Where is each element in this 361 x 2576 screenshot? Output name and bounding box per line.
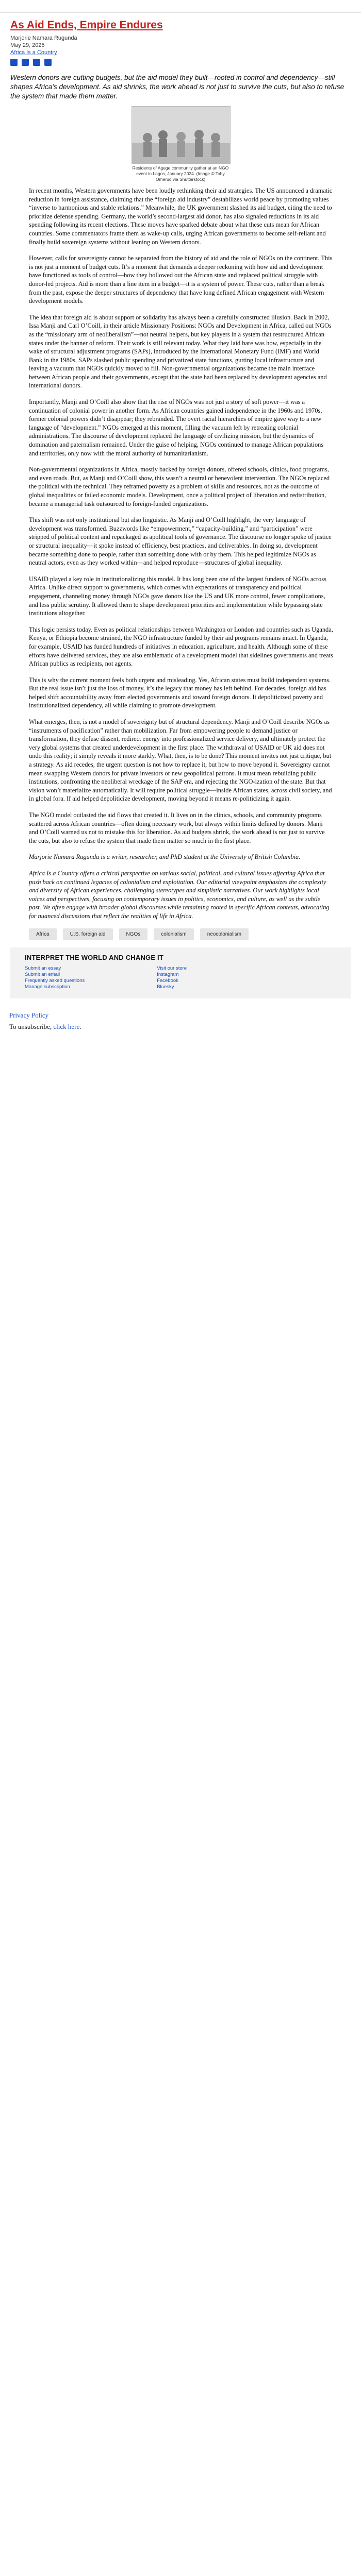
facebook-link[interactable]: Facebook: [157, 977, 178, 984]
author-bio: Marjorie Namara Rugunda is a writer, researcher, and PhD student at the University of British Columbia.: [29, 853, 301, 861]
unsubscribe-text: To unsubscribe,: [9, 1022, 54, 1030]
article-dek: Western donors are cutting budgets, but the aid model they built—rooted in control and dependency—still shapes Africa’s development. As aid shrinks, the work ahead is not just to survive the cuts, but also to refuse the system that made them matter.: [10, 74, 344, 100]
privacy-policy-link[interactable]: Privacy Policy: [9, 1011, 49, 1019]
tag-colonialism[interactable]: colonialism: [154, 928, 193, 940]
article-title[interactable]: As Aid Ends, Empire Endures: [10, 19, 163, 31]
tag-neocolonialism[interactable]: neocolonialism: [200, 928, 249, 940]
share-buttons: [10, 59, 351, 66]
unsubscribe-link[interactable]: click here: [53, 1022, 80, 1030]
series-link[interactable]: Africa Is a Country: [10, 49, 57, 56]
bottom-links: [0, 998, 361, 1032]
paragraph: Importantly, Manji and O’Coill also show that the rise of NGOs was not just a story of soft power—it was a continuation of colonial power in another form. As African countries gained independence in the 1960s and 1970s, former colonial powers didn’t disappear; they rebranded. The overt racial hierarchies of empire gave way to a new language of “development.” NGOs emerged at this moment, filling the vacuum left by retreating colonial administrations. The discourse of development replaced the language of civilizing mission, but the dynamics of domination and paternalism remained. Under the guise of helping, NGOs continued to manage African populations and territories, only now with the moral authority of humanitarianism.: [29, 398, 324, 457]
author: Marjorie Namara Rugunda: [10, 35, 77, 41]
tag-africa[interactable]: Africa: [29, 928, 57, 940]
submit-email-link[interactable]: Submit an email: [25, 971, 60, 977]
facebook-icon[interactable]: [10, 59, 18, 66]
email-icon[interactable]: [33, 59, 40, 66]
about-publication: Africa Is a Country offers a critical perspective on various social, political, and cultural issues affecting Africa that push back on continued legacies of colonialism and exploitation. Our editorial viewpoint emphasizes the complexity and diversity of African experiences, challenging stereotypes and simplistic narratives. Our work highlights local voices and perspectives, focusing on contemporary issues in politics, economics, and culture, as well as the subtle past. We often engage with broader global discourses while remaining rooted in specific African contexts, advocating for nuanced discussions that reflect the realities of life in Africa.: [29, 869, 330, 920]
footer-links: [25, 965, 336, 990]
submit-essay-link[interactable]: Submit an essay: [25, 965, 61, 971]
link-icon[interactable]: [44, 59, 52, 66]
paragraph: The NGO model outlasted the aid flows that created it. It lives on in the clinics, schools, and community programs scattered across African countries—often doing necessary work, but always within limits defined by donors. Manji and O’Coill warned us not to mistake this for liberation. As aid budgets shrink, the work ahead is not just to survive the cuts, but also to refuse the system that made them matter so much in the first place.: [29, 811, 325, 844]
tag-ngos[interactable]: NGOs: [119, 928, 148, 940]
bluesky-link[interactable]: Bluesky: [157, 984, 174, 990]
date: May 29, 2025: [10, 42, 45, 48]
tag-list: [29, 928, 318, 940]
paragraph: However, calls for sovereignty cannot be separated from the history of aid and the role of NGOs on the continent. This is not just a moment of budget cuts. It’s a moment that demands a deeper reckoning with how aid and development have functioned as tools of control—how they hollowed out the African state and replaced political struggle with donor-led projects. Aid is more than a line item in a budget—it is a system of power. These cuts, rather than a break from the past, expose the deeper structures of dependency that have long defined African engagement with Western development models.: [29, 255, 333, 305]
instagram-link[interactable]: Instagram: [157, 971, 179, 977]
store-link[interactable]: Visit our store: [157, 965, 187, 971]
paragraph: Non-governmental organizations in Africa, mostly backed by foreign donors, offered schools, clinics, food programs, and even roads. But, as Manji and O’Coill show, this wasn’t a neutral or benevolent intervention. The NGOs replaced the political with the technical. They reframed poverty as a problem of skills and resources, not as the outcome of global inequalities or failed economic models. Development, once a political project of liberation and redistribution, became a managerial task outsourced to foreign-funded organizations.: [29, 466, 330, 507]
image-caption: Residents of Agege community gather at an NGO event in Lagos, January 2024. (Image © Toby Omeruo via Shutterstock): [132, 165, 229, 182]
paragraph: What emerges, then, is not a model of sovereignty but of structural dependency. Manji and O’Coill describe NGOs as “instruments of pacification” rather than mobilization. Far from empowering people to demand justice or transformation, they defuse dissent, redirect energy into professionalized service delivery, and ultimately protect the very global systems that created underdevelopment in the first place. The withdrawal of USAID or UK aid does not undo this reality; it simply reveals it more starkly. What, then, is to be done? This moment invites not just critique, but a strategy. As aid recedes, the urgent question is not how to replace it, but how to move beyond it. Sovereignty cannot mean swapping Western donors for private investors or new geopolitical patrons. It must mean rebuilding public institutions, confronting the neoliberal wreckage of the SAP era, and rejecting the NGO-ization of the state. But that vision won’t materialize automatically. It will require political struggle—inside African states, across civil society, and in global fora. If aid helped depoliticize development, moving beyond it means re-politicizing it again.: [29, 718, 332, 803]
footer-left-column: [25, 965, 85, 990]
footer-right-column: [157, 965, 187, 990]
paragraph: This is why the current moment feels both urgent and misleading. Yes, African states must build independent systems. But the real issue isn’t just the loss of money, it’s the legacy that money has left behind. For decades, foreign aid has helped shift accountability away from elected governments and toward foreign donors. It depoliticized poverty and institutionalized dependency, all while claiming to promote development.: [29, 676, 331, 709]
article-image: [132, 106, 231, 164]
manage-subscription-link[interactable]: Manage subscription: [25, 984, 70, 990]
paragraph: This shift was not only institutional but also linguistic. As Manji and O’Coill highlight, the very language of development was transformed. Buzzwords like “empowerment,” “capacity-building,” and “participation” were stripped of political content and repackaged as apolitical tools of governance. The discourse no longer spoke of justice or structural inequality—it spoke instead of efficiency, best practices, and deliverables. In doing so, development became something done to people, rather than something done with or by them. This helped legitimize NGOs as neutral actors, even as they worked within—and helped reproduce—structures of global inequality.: [29, 516, 332, 567]
article-header: [0, 13, 361, 66]
top-bar: [0, 0, 361, 12]
unsubscribe-suffix: .: [79, 1022, 81, 1030]
paragraph: USAID played a key role in institutionalizing this model. It has long been one of the largest funders of NGOs across Africa. Unlike direct support to governments, which comes with expectations of transparency and political engagement, channeling money through NGOs gave donors like the US and UK more control, fewer complications, and less public scrutiny. It allowed them to shape development priorities and implementation while bypassing state institutions altogether.: [29, 575, 326, 617]
article-body: [0, 187, 361, 921]
unsubscribe-line: [9, 1021, 352, 1032]
paragraph: This logic persists today. Even as political relationships between Washington or London and countries such as Uganda, Kenya, or Ethiopia become strained, the NGO infrastructure funded by their aid programs remains intact. In Uganda, for example, USAID has funded hundreds of initiatives in education, agriculture, and health. Although some of these efforts have delivered services, they are also emblematic of a development model that sidelines governments and treats African publics as recipients, not agents.: [29, 625, 333, 668]
tag-us-foreign-aid[interactable]: U.S. foreign aid: [63, 928, 113, 940]
faq-link[interactable]: Frequently asked questions: [25, 977, 85, 984]
twitter-icon[interactable]: [22, 59, 29, 66]
paragraph: The idea that foreign aid is about support or solidarity has always been a carefully constructed illusion. Back in 2002, Issa Manji and Carl O’Coill, in their article Missionary Positions: NGOs and Development in Africa, called out NGOs as the “missionary arm of neoliberalism”—not neutral helpers, but key players in a system that restructured African states under the banner of reform. Their work is still relevant today. What they laid bare was how, especially in the wake of structural adjustment programs (SAPs), introduced by the International Monetary Fund (IMF) and World Bank in the 1980s, SAPs slashed public spending and privatized state functions, gutting local infrastructure and leaving a vacuum that NGOs quickly moved to fill. Non-governmental organizations became the main interface between African people and their governments, except that the state had been replaced by development agencies and international donors.: [29, 313, 332, 389]
article-figure: [132, 106, 229, 182]
paragraph: In recent months, Western governments have been loudly rethinking their aid strategies. The US announced a dramatic reduction in foreign assistance, claiming that the “foreign aid industry” destabilizes world peace by promoting values “inverse to harmonious and stable relations.” Meanwhile, the UK government slashed its aid budget, citing the need to prioritize defense spending. Germany, the world’s second-largest aid donor, has also signaled reductions in its aid spending following its recent elections. These moves have sparked debate about what these cuts mean for African countries. Some commentators frame them as wake-up calls, urging African governments to become self-reliant and finally build sovereign systems without leaning on Western donors.: [29, 187, 333, 246]
footer-heading: INTERPRET THE WORLD AND CHANGE IT: [25, 953, 163, 961]
footer: [10, 947, 351, 998]
crowd-image-icon: [132, 107, 230, 163]
byline: [10, 35, 351, 56]
